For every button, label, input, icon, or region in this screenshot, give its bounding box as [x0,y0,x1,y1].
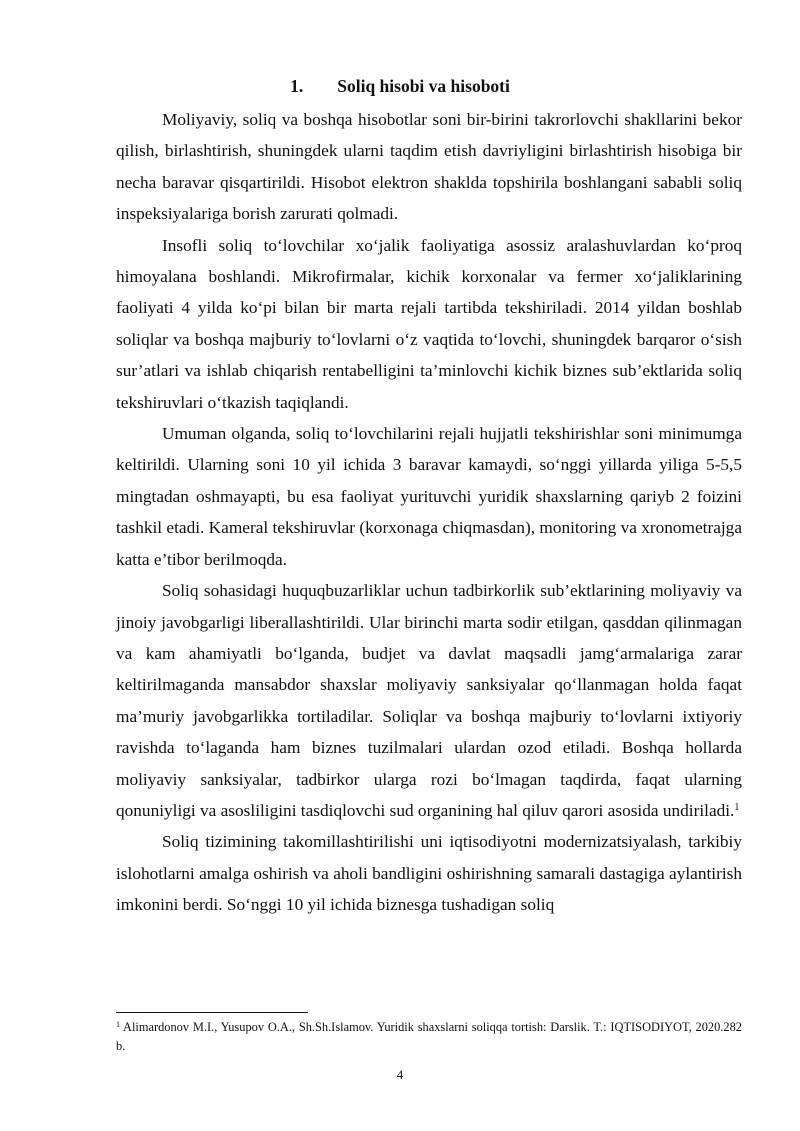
page-number: 4 [396,1067,404,1082]
footnote [116,1018,742,1056]
footnote-marker: 1 [116,1020,120,1029]
paragraph: Umuman olganda, soliq to‘lovchilarini rejali hujjatli tekshirishlar soni minimumga keltirildi. Ularning soni 10 yil ichida 3 baravar kamaydi, so‘nggi yillarda yiliga 5-5,5 mingtadan oshmayapti, bu esa faoliyat yurituvchi yuridik shaxslarning qariyb 2 foizini tashkil etadi. Kameral tekshiruvlar (korxonaga chiqmasdan), monitoring va xronometrajga katta e’tibor berilmoqda. [116,424,742,569]
footnote-reference[interactable]: 1 [734,801,740,813]
footnote-separator [116,1012,308,1013]
section-heading [0,74,800,98]
paragraph: Moliyaviy, soliq va boshqa hisobotlar soni bir-birini takrorlovchi shakllarini bekor qilish, birlashtirish, shuningdek ularni taqdim etish davriyligini birlashtirish hisobiga bir necha baravar qisqartirildi. Hisobot elektron shaklda topshirila boshlangani sababli soliq inspeksiyalariga borish zarurati qolmadi. [116,110,742,224]
paragraph-text: Soliq sohasidagi huquqbuzarliklar uchun tadbirkorlik sub’ektlarining moliyaviy va jinoiy javobgarligi liberallashtirildi. Ular birinchi marta sodir etilgan, qasddan qilinmagan va kam ahamiyatli bo‘lganda, budjet va davlat maqsadli jamg‘armalariga zarar keltirilmaganda mansabdor shaxslar moliyaviy sanksiyalar qo‘llanmagan holda faqat ma’muriy javobgarlikka tortiladilar. Soliqlar va boshqa majburiy to‘lovlarni ixtiyoriy ravishda to‘laganda ham biznes tuzilmalari ulardan ozod etiladi. Boshqa hollarda moliyaviy sanksiyalar, tadbirkor ularga rozi bo‘lmagan taqdirda, faqat ularning qonuniyligi va asosliligini tasdiqlovchi sud organining hal qiluv qarori asosida undiriladi. [116,581,742,820]
footnote-text: Alimardonov M.I., Yusupov O.A., Sh.Sh.Islamov. Yuridik shaxslarni soliqqa tortish: Darslik. T.: IQTISODIYOT, 2020.282 b. [116,1020,742,1053]
paragraph: Soliq tizimining takomillashtirilishi uni iqtisodiyotni modernizatsiyalash, tarkibiy islohotlarni amalga oshirish va aholi bandligini oshirishning samarali dastagiga aylantirish imkonini berdi. So‘nggi 10 yil ichida biznesga tushadigan soliq [116,832,742,915]
paragraph-with-footnote [116,575,742,826]
section-title: Soliq hisobi va hisoboti [337,76,510,96]
section-number: 1. [290,76,304,96]
paragraph: Insofli soliq to‘lovchilar xo‘jalik faoliyatiga asossiz aralashuvlardan ko‘proq himoyalana boshlandi. Mikrofirmalar, kichik korxonalar va fermer xo‘jaliklarining faoliyati 4 yilda ko‘pi bilan bir marta rejali tartibda tekshiriladi. 2014 yildan boshlab soliqlar va boshqa majburiy to‘lovlarni o‘z vaqtida to‘lovchi, shuningdek barqaror o‘sish sur’atlari va ishlab chiqarish rentabelligini ta’minlovchi kichik biznes sub’ektlarida soliq tekshiruvlari o‘tkazish taqiqlandi. [116,235,742,412]
body-text [116,104,742,921]
